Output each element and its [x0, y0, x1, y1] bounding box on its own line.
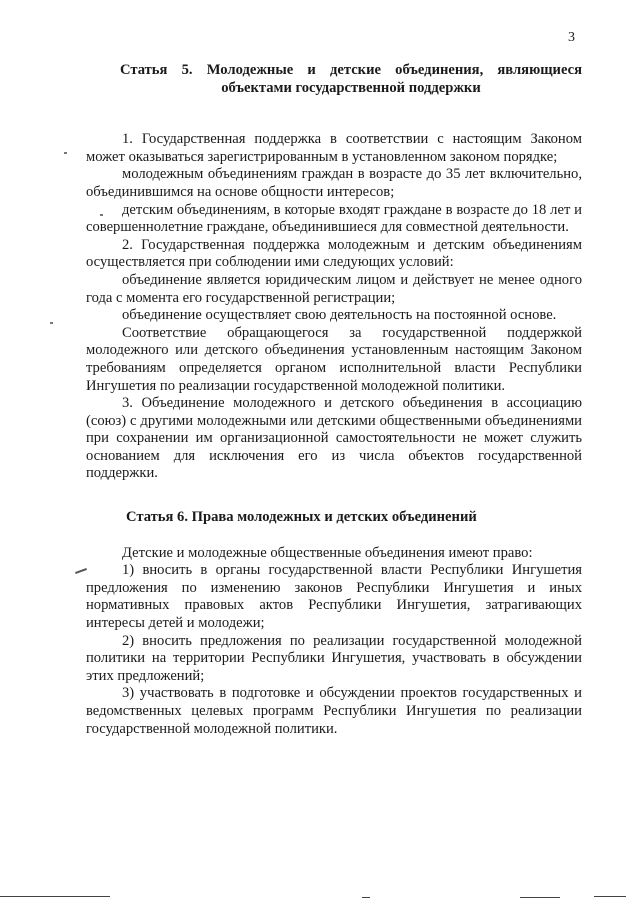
scan-artifact — [0, 896, 110, 897]
paragraph: молодежным объединениям граждан в возрасте до 35 лет включительно, объединившимся на основе общности интересов; — [86, 166, 582, 200]
paragraph: 1. Государственная поддержка в соответствии с настоящим Законом может оказываться зарегистрированным в установленном законом порядке; — [86, 131, 582, 165]
scan-artifact — [362, 897, 370, 898]
paragraph: 1) вносить в органы государственной власти Республики Ингушетия предложения по изменению законов Республики Ингушетия и иных нормативных правовых актов Республики Ингушетия, затрагивающих интересы детей и молодежи; — [86, 562, 582, 632]
paragraph: детским объединениям, в которые входят граждане в возрасте до 18 лет и совершеннолетние граждане, объединившиеся для совместной деятельности. — [86, 201, 582, 236]
scan-artifact — [520, 897, 560, 898]
scan-artifact — [594, 896, 626, 897]
paragraph: объединение является юридическим лицом и действует не менее одного года с момента его государственной регистрации; — [86, 271, 582, 306]
page-number: 3 — [568, 30, 575, 45]
paragraph: Соответствие обращающегося за государственной поддержкой молодежного или детского объединения установленным настоящим Законом требованиям определяется органом исполнительной власти Республики Ингушетия по реализации государственной молодежной политики. — [86, 324, 582, 394]
paragraph: Детские и молодежные общественные объединения имеют право: — [122, 544, 533, 561]
document-body — [86, 62, 582, 738]
scan-artifact — [50, 322, 53, 324]
paragraph: объединение осуществляет свою деятельность на постоянной основе. — [122, 307, 557, 324]
article-5-title: Статья 5. Молодежные и детские объединения, являющиеся объектами государственной поддержки — [120, 62, 582, 96]
scan-artifact — [64, 152, 67, 154]
scan-artifact — [100, 214, 103, 216]
paragraph: 2) вносить предложения по реализации государственной молодежной политики на территории Республики Ингушетия, участвовать в обсуждении этих предложений; — [86, 632, 582, 684]
article-6-body — [86, 545, 582, 739]
paragraph: 3. Объединение молодежного и детского объединения в ассоциацию (союз) с другими молодежными или детскими общественными объединениями при сохранении им организационной самостоятельности не может служить основанием для исключения его из числа объектов государственной поддержки. — [86, 395, 582, 482]
article-6-title: Статья 6. Права молодежных и детских объединений — [126, 509, 477, 526]
article-5-body — [86, 131, 582, 483]
paragraph: 3) участвовать в подготовке и обсуждении проектов государственных и ведомственных целевых программ Республики Ингушетия по реализации государственной молодежной политики. — [86, 685, 582, 737]
paragraph: 2. Государственная поддержка молодежным и детским объединениям осуществляется при соблюдении ими следующих условий: — [86, 236, 582, 271]
